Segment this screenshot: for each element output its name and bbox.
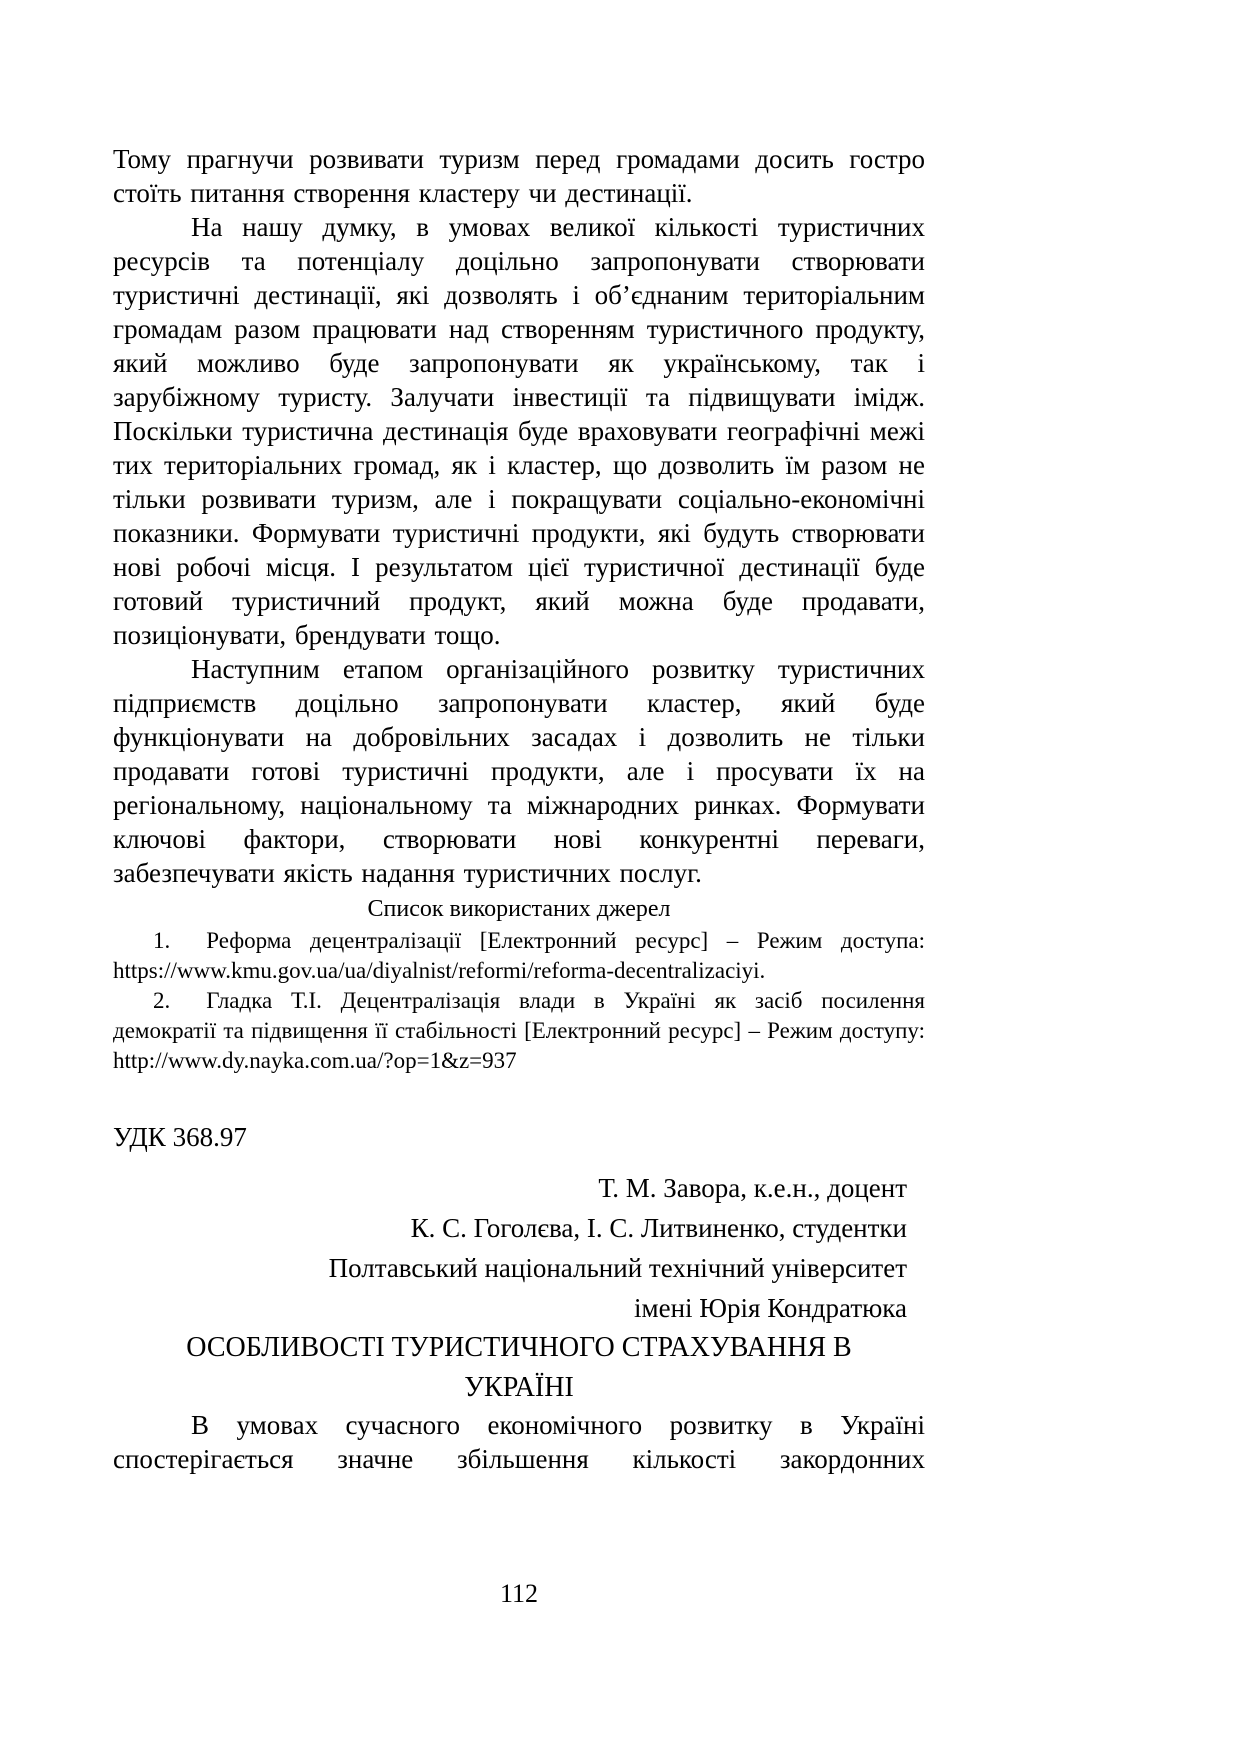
text-block [113,142,925,1476]
paragraph: В умовах сучасного економічного розвитку в Україні спостерігається значне збільшення кількості закордонних [113,1410,925,1474]
page-number: 112 [499,1579,539,1608]
article-title [113,1328,925,1408]
paragraph: На нашу думку, в умовах великої кількості туристичних ресурсів та потенціалу доцільно запропонувати створювати туристичні дестинації, які дозволять і об’єднаним територіальним громадам разом працювати над створенням туристичного продукту, який можливо буде запропонувати як українському, так і зарубіжному туристу. Залучати інвестиції та підвищувати імідж. Поскільки туристична дестинація буде враховувати географічні межі тих територіальних громад, як і кластер, що дозволить їм разом не тільки розвивати туризм, але і покращувати соціально-економічні показники. Формувати туристичні продукти, які будуть створювати нові робочі місця. І результатом цієї туристичної дестинації буде готовий туристичний продукт, який можна буде продавати, позиціонувати, брендувати тощо. [113,212,925,650]
authors-block [113,1168,925,1328]
author-line: Полтавський національний технічний університет [328,1253,907,1283]
reference-number: 1. [153,928,171,953]
paragraph: Наступним етапом організаційного розвитку туристичних підприємств доцільно запропонувати кластер, який буде функціонувати на добровільних засадах і дозволить не тільки продавати готові туристичні продукти, але і просувати їх на регіональному, національному та міжнародних ринках. Формувати ключові фактори, створювати нові конкурентні переваги, забезпечувати якість надання туристичних послуг. [113,654,925,888]
author-line: імені Юрія Кондратюка [634,1293,907,1323]
article-title-line: ОСОБЛИВОСТІ ТУРИСТИЧНОГО СТРАХУВАННЯ В [186,1332,852,1363]
reference-number: 2. [153,988,171,1013]
reference-item [113,926,925,986]
reference-text: Реформа децентралізації [Електронний ресурс] – Режим доступа: https://www.kmu.gov.ua/ua/diyalnist/reformi/reforma-decentralizaciyi. [113,928,925,983]
udk-code: УДК 368.97 [113,1122,247,1152]
article-title-line: УКРАЇНІ [464,1372,574,1403]
author-line: К. С. Гоголєва, І. С. Литвиненко, студентки [410,1213,907,1243]
reference-item [113,986,925,1076]
paragraph: Тому прагнучи розвивати туризм перед громадами досить гостро стоїть питання створення кластеру чи дестинації. [113,144,925,208]
author-line: Т. М. Завора, к.е.н., доцент [598,1173,907,1203]
references-heading: Список використаних джерел [367,896,671,922]
reference-text: Гладка Т.І. Децентралізація влади в Україні як засіб посилення демократії та підвищення її стабільності [Електронний ресурс] – Режим доступу: http://www.dy.nayka.com.ua/?op=1&z=937 [113,988,925,1073]
